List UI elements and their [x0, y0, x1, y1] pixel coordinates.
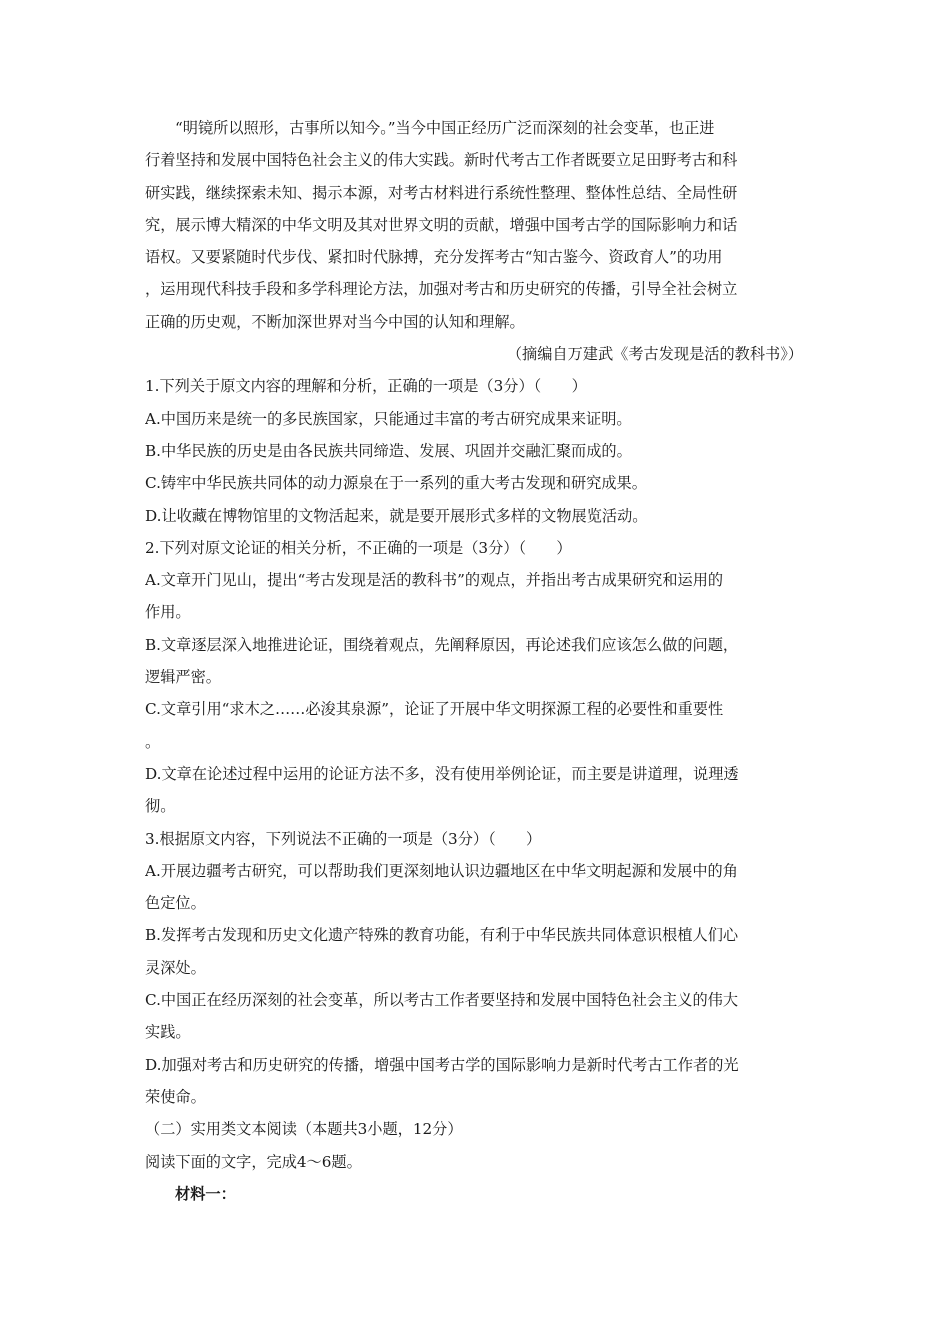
passage-source: （摘编自万建武《考古发现是活的教科书》） [506, 345, 803, 364]
passage-line: 行着坚持和发展中国特色社会主义的伟大实践。新时代考古工作者既要立足田野考古和科 [145, 151, 738, 170]
option-b-continued: 逻辑严密。 [145, 668, 221, 687]
option-d: D.文章在论述过程中运用的论证方法不多，没有使用举例论证，而主要是讲道理，说理透 [145, 764, 739, 783]
question-3 [145, 823, 805, 1114]
passage-line: 究，展示博大精深的中华文明及其对世界文明的贡献，增强中国考古学的国际影响力和话 [145, 215, 738, 234]
option-a: A.文章开门见山，提出“考古发现是活的教科书”的观点，并指出考古成果研究和运用的 [145, 571, 724, 590]
option-d: D.加强对考古和历史研究的传播，增强中国考古学的国际影响力是新时代考古工作者的光 [145, 1055, 739, 1074]
section-2 [145, 1113, 805, 1210]
option-a: A.中国历来是统一的多民族国家，只能通过丰富的考古研究成果来证明。 [145, 409, 632, 428]
option-c: C.文章引用“求木之……必浚其泉源”，论证了开展中华文明探源工程的必要性和重要性 [145, 700, 724, 719]
option-a-continued: 色定位。 [145, 894, 206, 913]
option-b-continued: 灵深处。 [145, 958, 206, 977]
option-c-continued: 。 [145, 732, 161, 751]
option-d-continued: 彻。 [145, 797, 176, 816]
option-c: C.中国正在经历深刻的社会变革，所以考古工作者要坚持和发展中国特色社会主义的伟大 [145, 991, 739, 1010]
section-heading: （二）实用类文本阅读（本题共3小题，12分） [145, 1120, 463, 1139]
question-1 [145, 370, 805, 531]
passage-line: 正确的历史观，不断加深世界对当今中国的认知和理解。 [145, 312, 525, 331]
option-b: B.文章逐层深入地推进论证，围绕着观点，先阐释原因，再论述我们应该怎么做的问题， [145, 635, 739, 654]
option-a-continued: 作用。 [145, 603, 191, 622]
document-page [145, 112, 805, 1210]
material-label: 材料一： [175, 1184, 236, 1203]
option-d: D.让收藏在博物馆里的文物活起来，就是要开展形式多样的文物展览活动。 [145, 506, 648, 525]
option-b: B.中华民族的历史是由各民族共同缔造、发展、巩固并交融汇聚而成的。 [145, 441, 632, 460]
passage [145, 112, 805, 370]
option-d-continued: 荣使命。 [145, 1087, 206, 1106]
passage-line: 语权。又要紧随时代步伐、紧扣时代脉搏，充分发挥考古“知古鉴今、资政育人”的功用 [145, 248, 723, 267]
option-a: A.开展边疆考古研究，可以帮助我们更深刻地认识边疆地区在中华文明起源和发展中的角 [145, 861, 738, 880]
question-stem: 1.下列关于原文内容的理解和分析，正确的一项是（3分）（ ） [145, 377, 587, 396]
passage-line: ，运用现代科技手段和多学科理论方法，加强对考古和历史研究的传播，引导全社会树立 [145, 280, 738, 299]
option-b: B.发挥考古发现和历史文化遗产特殊的教育功能，有利于中华民族共同体意识根植人们心 [145, 926, 739, 945]
question-2 [145, 532, 805, 823]
section-instruction: 阅读下面的文字，完成4～6题。 [145, 1152, 362, 1171]
passage-line: “明镜所以照形，古事所以知今。”当今中国正经历广泛而深刻的社会变革，也正进 [175, 119, 715, 137]
option-c: C.铸牢中华民族共同体的动力源泉在于一系列的重大考古发现和研究成果。 [145, 474, 647, 493]
option-c-continued: 实践。 [145, 1023, 191, 1042]
question-stem: 3.根据原文内容，下列说法不正确的一项是（3分）（ ） [145, 829, 542, 848]
question-stem: 2.下列对原文论证的相关分析，不正确的一项是（3分）（ ） [145, 538, 572, 557]
passage-line: 研实践，继续探索未知、揭示本源，对考古材料进行系统性整理、整体性总结、全局性研 [145, 183, 738, 202]
